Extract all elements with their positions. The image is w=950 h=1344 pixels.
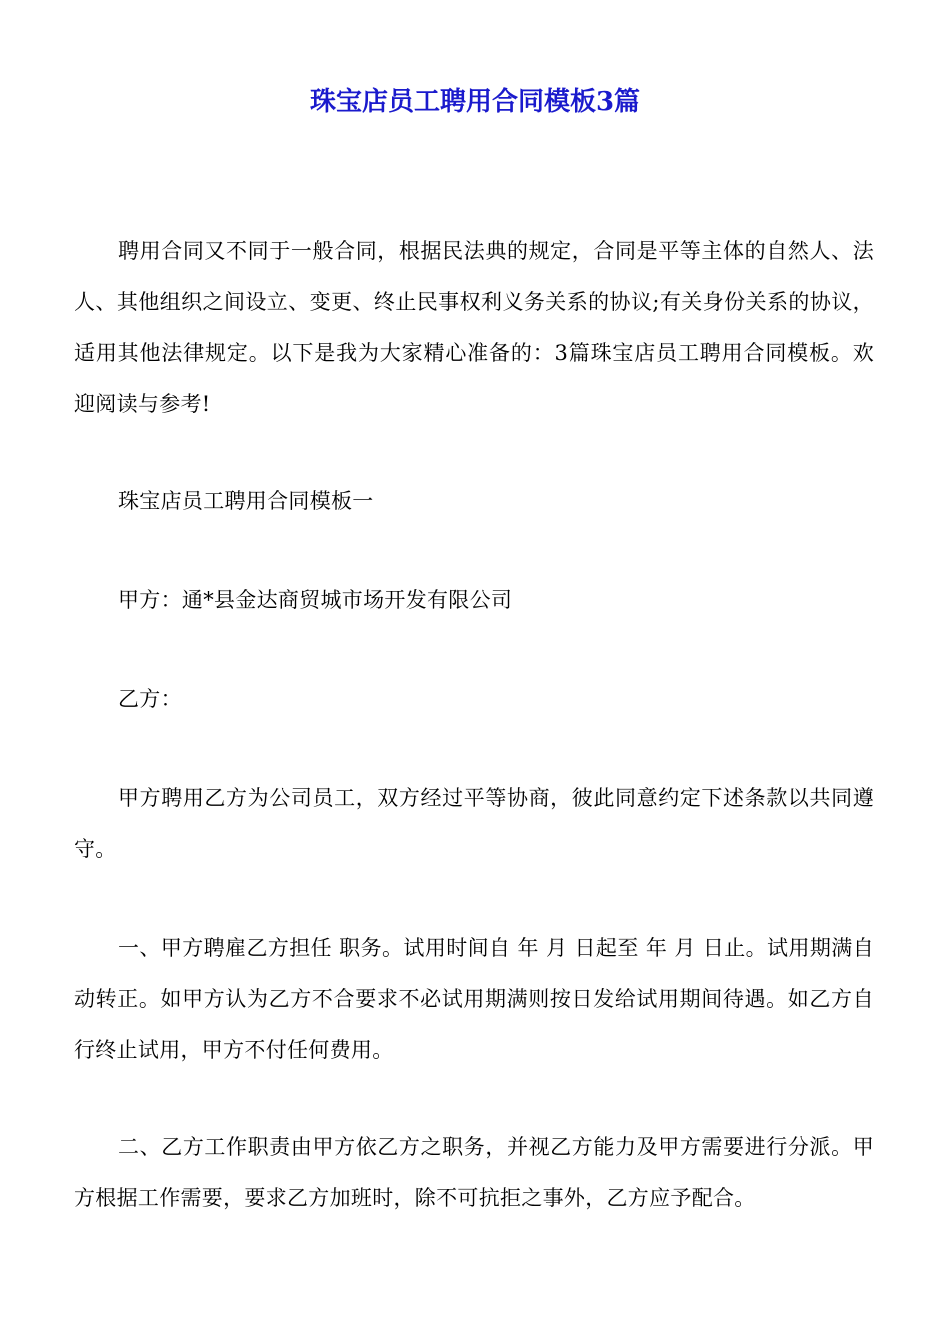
section-heading-template-one: 珠宝店员工聘用合同模板一 [118, 489, 374, 513]
party-b-line: 乙方： [118, 687, 182, 711]
clause-one-paragraph: 一、甲方聘雇乙方担任 职务。试用时间自 年 月 日起至 年 月 日止。试用期满自动转正。如甲方认为乙方不合要求不必试用期满则按日发给试用期间待遇。如乙方自行终止试用，甲方不付任何费用。 [74, 936, 874, 1062]
intro-paragraph: 聘用合同又不同于一般合同，根据民法典的规定，合同是平等主体的自然人、法人、其他组织之间设立、变更、终止民事权利义务关系的协议;有关身份关系的协议，适用其他法律规定。以下是我为大家精心准备的：3篇珠宝店员工聘用合同模板。欢迎阅读与参考! [74, 239, 874, 416]
document-title: 珠宝店员工聘用合同模板3篇 [309, 87, 641, 117]
agreement-paragraph: 甲方聘用乙方为公司员工，双方经过平等协商，彼此同意约定下述条款以共同遵守。 [74, 786, 874, 861]
clause-two-paragraph: 二、乙方工作职责由甲方依乙方之职务，并视乙方能力及甲方需要进行分派。甲方根据工作需要，要求乙方加班时，除不可抗拒之事外，乙方应予配合。 [74, 1135, 874, 1210]
party-a-line: 甲方：通*县金达商贸城市场开发有限公司 [118, 588, 513, 612]
